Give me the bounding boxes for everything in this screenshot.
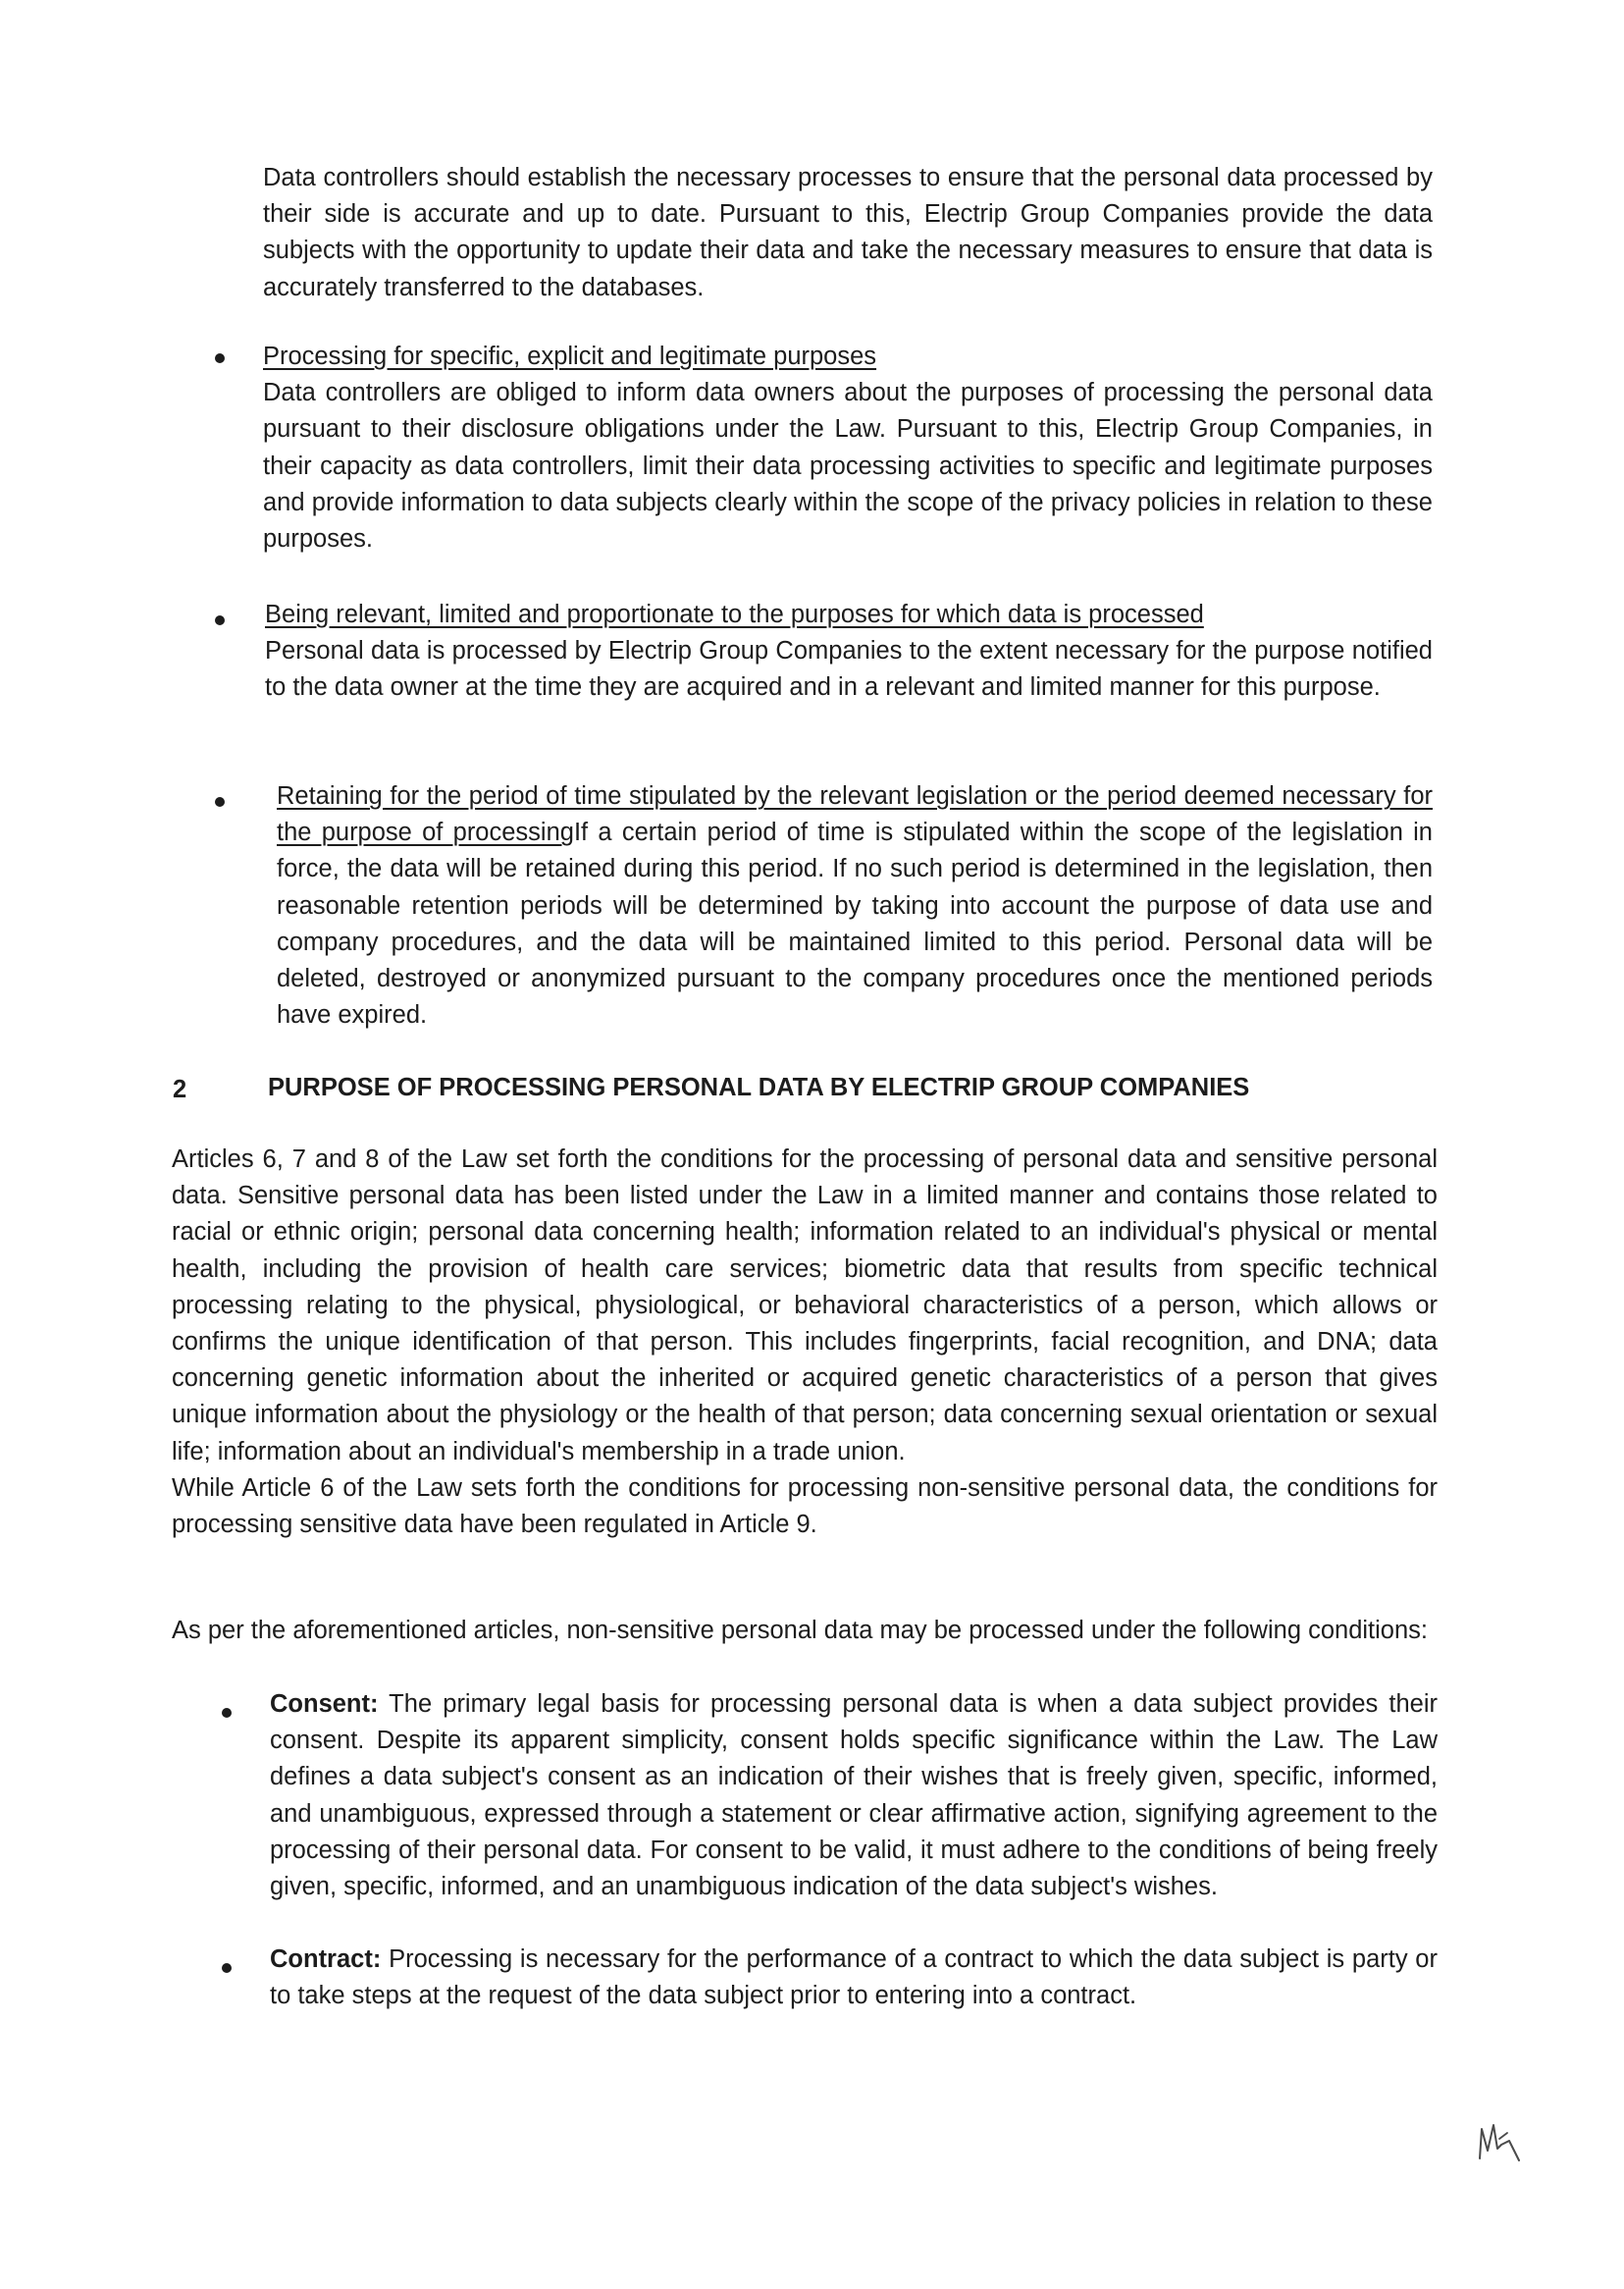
principle-body: Data controllers are obliged to inform data owners about the purposes of processing the personal data pursuant to their disclosure obligations under the Law. Pursuant to this, Electrip Group Companies, in their capacity as data controllers, limit their data processing activities to specific and legitimate purposes and provide information to data subjects clearly within the scope of the privacy policies in relation to these purposes. <box>263 379 1433 554</box>
bullet-icon <box>215 353 225 363</box>
principle-item <box>277 778 1433 1034</box>
condition-text: The primary legal basis for processing personal data is when a data subject provides their consent. Despite its apparent simplicity, consent holds specific significance within the Law. The Law defines a data subject's consent as an indication of their wishes that is freely given, specific, informed, and unambiguous, expressed through a statement or clear affirmative action, signifying agreement to the processing of their personal data. For consent to be valid, it must adhere to the conditions of being freely given, specific, informed, and an unambiguous indication of the data subject's wishes. <box>270 1690 1438 1901</box>
section-title: PURPOSE OF PROCESSING PERSONAL DATA BY ELECTRIP GROUP COMPANIES <box>268 1074 1250 1101</box>
condition-term: Consent: <box>270 1690 379 1718</box>
section-paragraph: While Article 6 of the Law sets forth the conditions for processing non-sensitive personal data, the conditions for processing sensitive data have been regulated in Article 9. <box>172 1473 1438 1539</box>
condition-item <box>270 1942 1438 2014</box>
handwritten-initials-icon <box>1472 2115 1531 2174</box>
principle-item <box>265 597 1433 707</box>
condition-item <box>270 1686 1438 1905</box>
condition-text: Processing is necessary for the performance of a contract to which the data subject is party or to take steps at the request of the data subject prior to entering into a contract. <box>270 1945 1438 2010</box>
principle-title: Processing for specific, explicit and legitimate purposes <box>263 343 877 370</box>
section-paragraph: Articles 6, 7 and 8 of the Law set forth the conditions for the processing of personal data and sensitive personal data. Sensitive personal data has been listed under the Law in a limited manner and contains those related to racial or ethnic origin; personal data concerning health; information related to an individual's physical or mental health, including the provision of health care services; biometric data that results from specific technical processing relating to the physical, physiological, or behavioral characteristics of a person, which allows or confirms the unique identification of that person. This includes fingerprints, facial recognition, and DNA; data concerning genetic information about the inherited or acquired genetic characteristics of a person that gives unique information about the physiology or the health of that person; data concerning sexual orientation or sexual life; information about an individual's membership in a trade union. <box>172 1145 1438 1465</box>
bullet-icon <box>222 1963 232 1973</box>
condition-term: Contract: <box>270 1945 382 1973</box>
principle-body: Personal data is processed by Electrip Group Companies to the extent necessary for the purpose notified to the data owner at the time they are acquired and in a relevant and limited manner for this purpose. <box>265 637 1433 702</box>
conditions-intro-text: As per the aforementioned articles, non-sensitive personal data may be processed under the following conditions: <box>172 1617 1428 1644</box>
intro-paragraph <box>263 160 1433 306</box>
bullet-icon <box>222 1708 232 1718</box>
principle-title: Being relevant, limited and proportionate to the purposes for which data is processed <box>265 601 1204 628</box>
principle-title: Retaining for the period of time stipulated by the relevant legislation or the period deemed necessary for the purpose of processing <box>277 782 1433 847</box>
principle-item <box>263 339 1433 558</box>
bullet-icon <box>215 615 225 625</box>
intro-paragraph-text: Data controllers should establish the necessary processes to ensure that the personal data processed by their side is accurate and up to date. Pursuant to this, Electrip Group Companies provide the data subjects with the opportunity to update their data and take the necessary measures to ensure that data is accurately transferred to the databases. <box>263 164 1433 301</box>
section-body <box>172 1142 1438 1543</box>
conditions-intro <box>172 1613 1438 1649</box>
principle-body: If a certain period of time is stipulated within the scope of the legislation in force, the data will be retained during this period. If no such period is determined in the legislation, then reasonable retention periods will be determined by taking into account the purpose of data use and company procedures, and the data will be maintained limited to this period. Personal data will be deleted, destroyed or anonymized pursuant to the company procedures once the mentioned periods have expired. <box>277 819 1433 1030</box>
section-number: 2 <box>173 1076 187 1103</box>
bullet-icon <box>215 797 225 807</box>
